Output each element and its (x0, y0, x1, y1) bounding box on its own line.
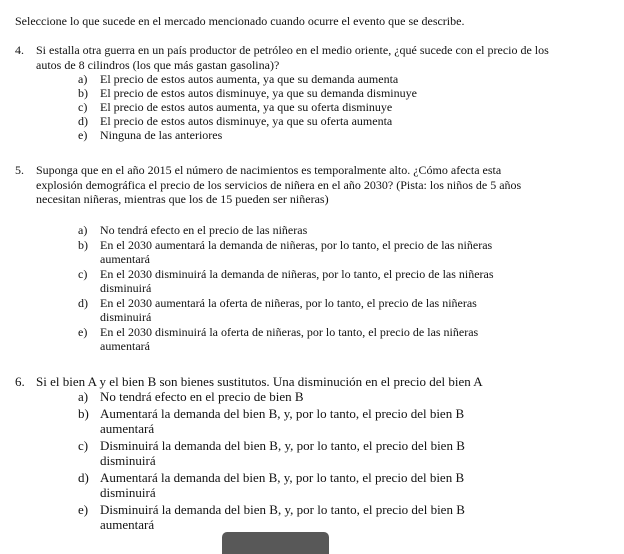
option-text: Disminuirá la demanda del bien B, y, por lo tanto, el precio del bien B disminuirá (100, 438, 465, 468)
option-letter: b) (78, 406, 89, 421)
question-text: Si el bien A y el bien B son bienes sustitutos. Una disminución en el precio del bien A (36, 374, 483, 389)
option-text: El precio de estos autos disminuye, ya que su demanda disminuye (100, 86, 417, 100)
question-number: 6. (15, 374, 25, 389)
option-letter: d) (78, 114, 88, 128)
question-text: Si estalla otra guerra en un país productor de petróleo en el medio oriente, ¿qué sucede con el precio de los autos de 8 cilindros (los que más gastan gasolina)? (36, 43, 549, 72)
option-b[interactable] (78, 86, 518, 100)
options-list (78, 389, 498, 532)
option-letter: c) (78, 266, 88, 281)
option-text: El precio de estos autos aumenta, ya que su oferta disminuye (100, 100, 393, 114)
question-number: 4. (15, 43, 24, 57)
option-e[interactable] (78, 128, 518, 142)
option-c[interactable] (78, 267, 518, 295)
option-letter: b) (78, 237, 88, 252)
option-letter: a) (78, 72, 88, 86)
options-list (78, 72, 518, 142)
option-letter: c) (78, 100, 88, 114)
option-d[interactable] (78, 470, 498, 500)
option-text: En el 2030 aumentará la demanda de niñeras, por lo tanto, el precio de las niñeras aumentará (100, 237, 493, 266)
question-6 (15, 374, 575, 534)
option-text: En el 2030 disminuirá la oferta de niñeras, por lo tanto, el precio de las niñeras aumentará (100, 324, 479, 353)
option-a[interactable] (78, 223, 518, 237)
option-letter: d) (78, 470, 89, 485)
option-text: Disminuirá la demanda del bien B, y, por lo tanto, el precio del bien B aumentará (100, 502, 465, 532)
option-letter: c) (78, 438, 89, 453)
option-c[interactable] (78, 100, 518, 114)
option-letter: d) (78, 295, 88, 310)
option-a[interactable] (78, 72, 518, 86)
option-letter: e) (78, 128, 88, 142)
option-letter: a) (78, 389, 89, 404)
floating-toolbar-tab[interactable] (222, 532, 329, 554)
option-text: Aumentará la demanda del bien B, y, por lo tanto, el precio del bien B disminuirá (100, 470, 465, 500)
option-letter: b) (78, 86, 88, 100)
option-e[interactable] (78, 325, 518, 353)
option-text: En el 2030 aumentará la oferta de niñeras, por lo tanto, el precio de las niñeras disminuirá (100, 295, 477, 324)
option-letter: a) (78, 222, 88, 237)
option-text: En el 2030 disminuirá la demanda de niñeras, por lo tanto, el precio de las niñeras disminuirá (100, 266, 494, 295)
options-list (78, 223, 518, 353)
option-c[interactable] (78, 438, 498, 468)
option-b[interactable] (78, 238, 518, 266)
option-text: El precio de estos autos disminuye, ya que su oferta aumenta (100, 114, 393, 128)
option-letter: e) (78, 502, 89, 517)
option-text: El precio de estos autos aumenta, ya que su demanda aumenta (100, 72, 399, 86)
option-b[interactable] (78, 406, 498, 436)
question-number: 5. (15, 163, 24, 177)
option-text: No tendrá efecto en el precio de bien B (100, 389, 304, 404)
option-e[interactable] (78, 502, 498, 532)
option-d[interactable] (78, 296, 518, 324)
option-text: No tendrá efecto en el precio de las niñeras (100, 222, 308, 237)
option-text: Ninguna de las anteriores (100, 128, 223, 142)
instructions: Seleccione lo que sucede en el mercado mencionado cuando ocurre el evento que se describe. (15, 14, 465, 28)
question-4 (15, 43, 575, 142)
option-a[interactable] (78, 389, 498, 404)
question-text: Suponga que en el año 2015 el número de nacimientos es temporalmente alto. ¿Cómo afecta esta explosión demográfica el precio de los servicios de niñera en el año 2030? (Pista: los niños de 5 años necesitan niñeras, mientras que los de 15 pueden ser niñeras) (36, 163, 522, 206)
option-d[interactable] (78, 114, 518, 128)
question-5 (15, 163, 540, 354)
option-text: Aumentará la demanda del bien B, y, por lo tanto, el precio del bien B aumentará (100, 406, 465, 436)
option-letter: e) (78, 324, 88, 339)
